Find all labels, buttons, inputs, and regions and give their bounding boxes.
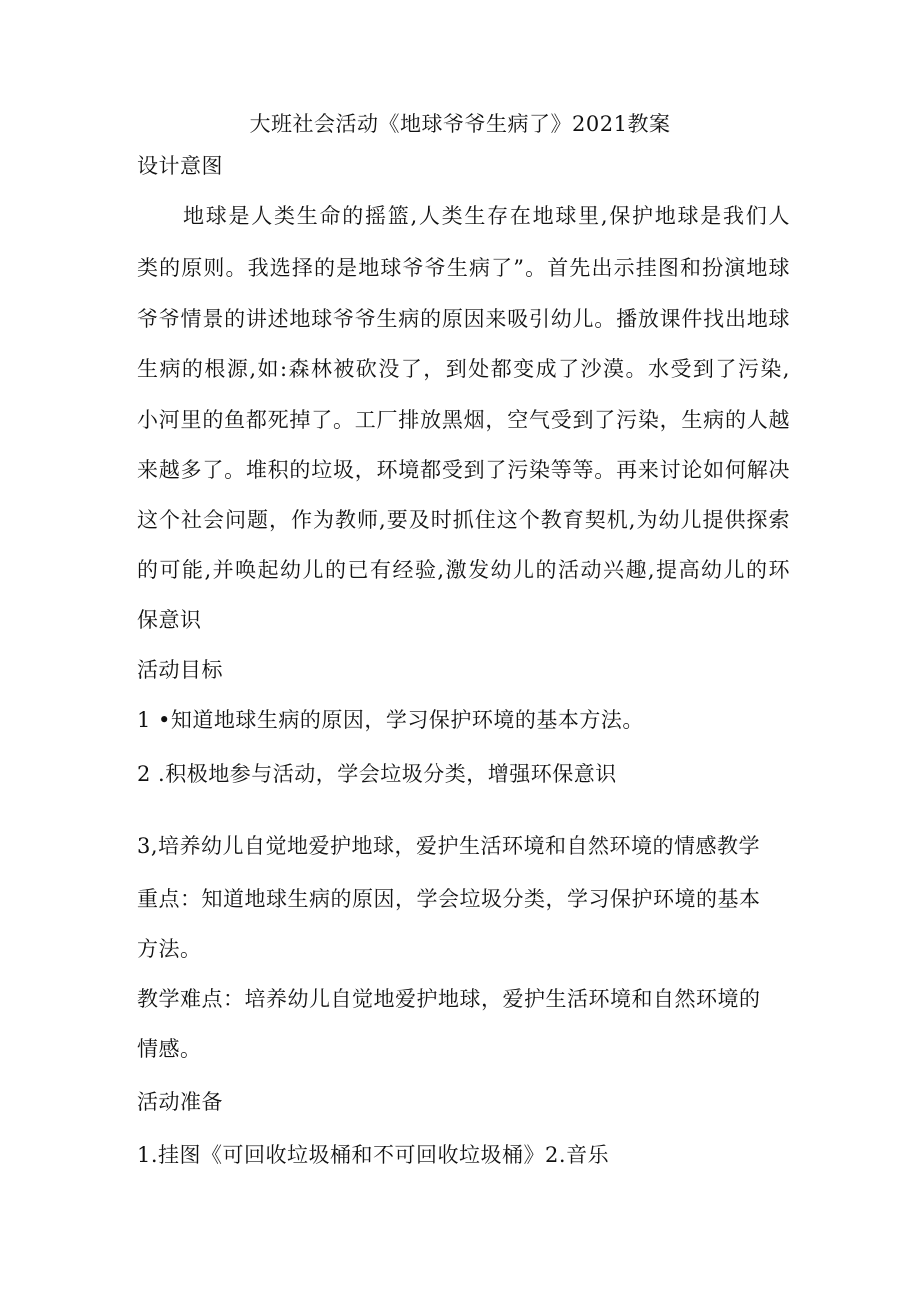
paragraph-line: 爷爷情景的讲述地球爷爷生病的原因来吸引幼儿。播放课件找出地球 bbox=[137, 307, 790, 331]
key-point-line: 重点：知道地球生病的原因，学会垃圾分类，学习保护环境的基本 bbox=[137, 887, 761, 911]
goal-item: 3,培养幼儿自觉地爱护地球，爱护生活环境和自然环境的情感教学 bbox=[137, 834, 761, 858]
paragraph-line: 保意识 bbox=[137, 608, 202, 632]
section-heading-goals: 活动目标 bbox=[137, 658, 223, 682]
section-heading-design: 设计意图 bbox=[137, 154, 223, 178]
document-title: 大班社会活动《地球爷爷生病了》2021教案 bbox=[249, 112, 671, 136]
paragraph-line: 这个社会问题，作为教师,要及时抓住这个教育契机,为幼儿提供探索 bbox=[137, 508, 790, 532]
paragraph-line: 生病的根源,如:森林被砍没了，到处都变成了沙漠。水受到了污染, bbox=[137, 357, 790, 381]
section-heading-prep: 活动准备 bbox=[137, 1090, 223, 1114]
paragraph-line: 类的原则。我选择的是地球爷爷生病了”。首先出示挂图和扮演地球 bbox=[137, 256, 790, 280]
paragraph-line: 的可能,并唤起幼儿的已有经验,激发幼儿的活动兴趣,提高幼儿的环 bbox=[137, 558, 790, 582]
difficulty-line: 情感。 bbox=[137, 1037, 202, 1061]
goal-item: 2 .积极地参与活动，学会垃圾分类，增强环保意识 bbox=[137, 762, 617, 786]
difficulty-line: 教学难点：培养幼儿自觉地爱护地球，爱护生活环境和自然环境的 bbox=[137, 987, 761, 1011]
key-point-line: 方法。 bbox=[137, 937, 202, 961]
paragraph-line: 地球是人类生命的摇篮,人类生存在地球里,保护地球是我们人 bbox=[183, 204, 790, 228]
prep-item: 1.挂图《可回收垃圾桶和不可回收垃圾桶》2.音乐 bbox=[137, 1143, 610, 1167]
paragraph-line: 小河里的鱼都死掉了。工厂排放黑烟，空气受到了污染，生病的人越 bbox=[137, 408, 790, 432]
goal-item: 1 •知道地球生病的原因，学习保护环境的基本方法。 bbox=[137, 708, 644, 732]
paragraph-line: 来越多了。堆积的垃圾，环境都受到了污染等等。再来讨论如何解决 bbox=[137, 458, 790, 482]
